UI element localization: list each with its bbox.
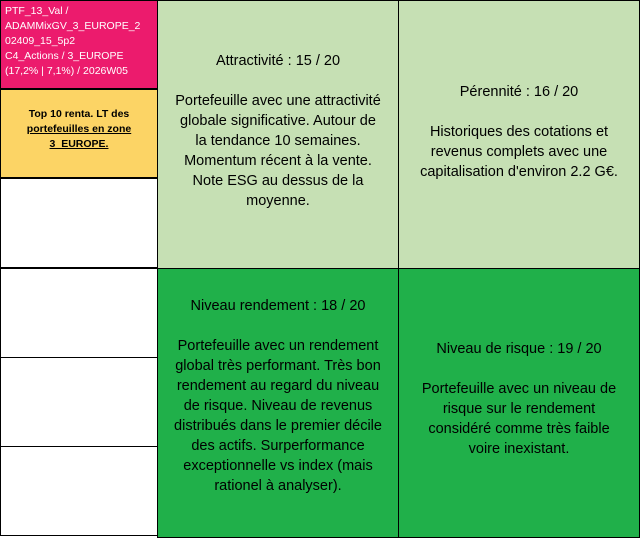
- attractivite-description: [158, 91, 398, 211]
- description-line: distribués dans le premier décile: [174, 418, 382, 434]
- title-line: 02409_15_5p2: [5, 35, 76, 47]
- description-line: rationel à analyser).: [214, 478, 342, 494]
- description-line: considéré comme très faible: [428, 421, 610, 437]
- description-line: risque sur le rendement: [442, 401, 596, 417]
- description-line: Momentum récent à la vente.: [184, 153, 372, 169]
- top10-line-underlined: portefeuilles en zone: [26, 123, 132, 135]
- description-line: rendement au regard du niveau: [176, 378, 380, 394]
- description-line: global très performant. Très bon: [175, 358, 381, 374]
- top10-line: Top 10 renta. LT des: [28, 108, 130, 120]
- perennite-heading: Pérennité : 16 / 20: [459, 84, 579, 100]
- rendement-cell: [157, 268, 399, 538]
- empty-cell: [0, 268, 158, 358]
- description-line: Historiques des cotations et: [429, 124, 609, 140]
- description-line: Portefeuille avec un rendement: [177, 338, 379, 354]
- top10-line-underlined: 3_EUROPE.: [49, 138, 109, 150]
- description-line: moyenne.: [246, 193, 310, 209]
- description-line: globale significative. Autour de: [180, 113, 376, 129]
- empty-cell: [0, 178, 158, 268]
- top10-cell: [0, 89, 158, 178]
- empty-cell: [0, 446, 158, 536]
- rendement-description: [158, 336, 398, 496]
- risque-cell: [398, 268, 640, 538]
- description-line: exceptionnelle vs index (mais: [183, 458, 373, 474]
- description-line: voire inexistant.: [468, 441, 570, 457]
- attractivite-heading: Attractivité : 15 / 20: [215, 53, 341, 69]
- description-line: revenus complets avec une: [430, 144, 608, 160]
- description-line: capitalisation d'environ 2.2 G€.: [420, 164, 618, 180]
- risque-heading: Niveau de risque : 19 / 20: [436, 341, 602, 357]
- perennite-cell: [398, 0, 640, 269]
- rendement-heading: Niveau rendement : 18 / 20: [190, 298, 366, 314]
- description-line: des actifs. Surperformance: [191, 438, 365, 454]
- description-line: de risque. Niveau de revenus: [183, 398, 373, 414]
- title-line: PTF_13_Val /: [5, 5, 69, 17]
- description-line: Portefeuille avec une attractivité: [175, 93, 381, 109]
- description-line: Note ESG au dessus de la: [192, 173, 364, 189]
- description-line: la tendance 10 semaines.: [195, 133, 361, 149]
- portfolio-title-cell: [0, 0, 158, 89]
- title-line: (17,2% | 7,1%) / 2026W05: [5, 65, 128, 77]
- title-line: C4_Actions / 3_EUROPE: [5, 50, 124, 62]
- perennite-description: [399, 122, 639, 182]
- attractivite-cell: [157, 0, 399, 269]
- empty-cell: [0, 357, 158, 447]
- description-line: Portefeuille avec un niveau de: [421, 381, 617, 397]
- risque-description: [399, 379, 639, 459]
- title-line: ADAMMixGV_3_EUROPE_2: [5, 20, 141, 32]
